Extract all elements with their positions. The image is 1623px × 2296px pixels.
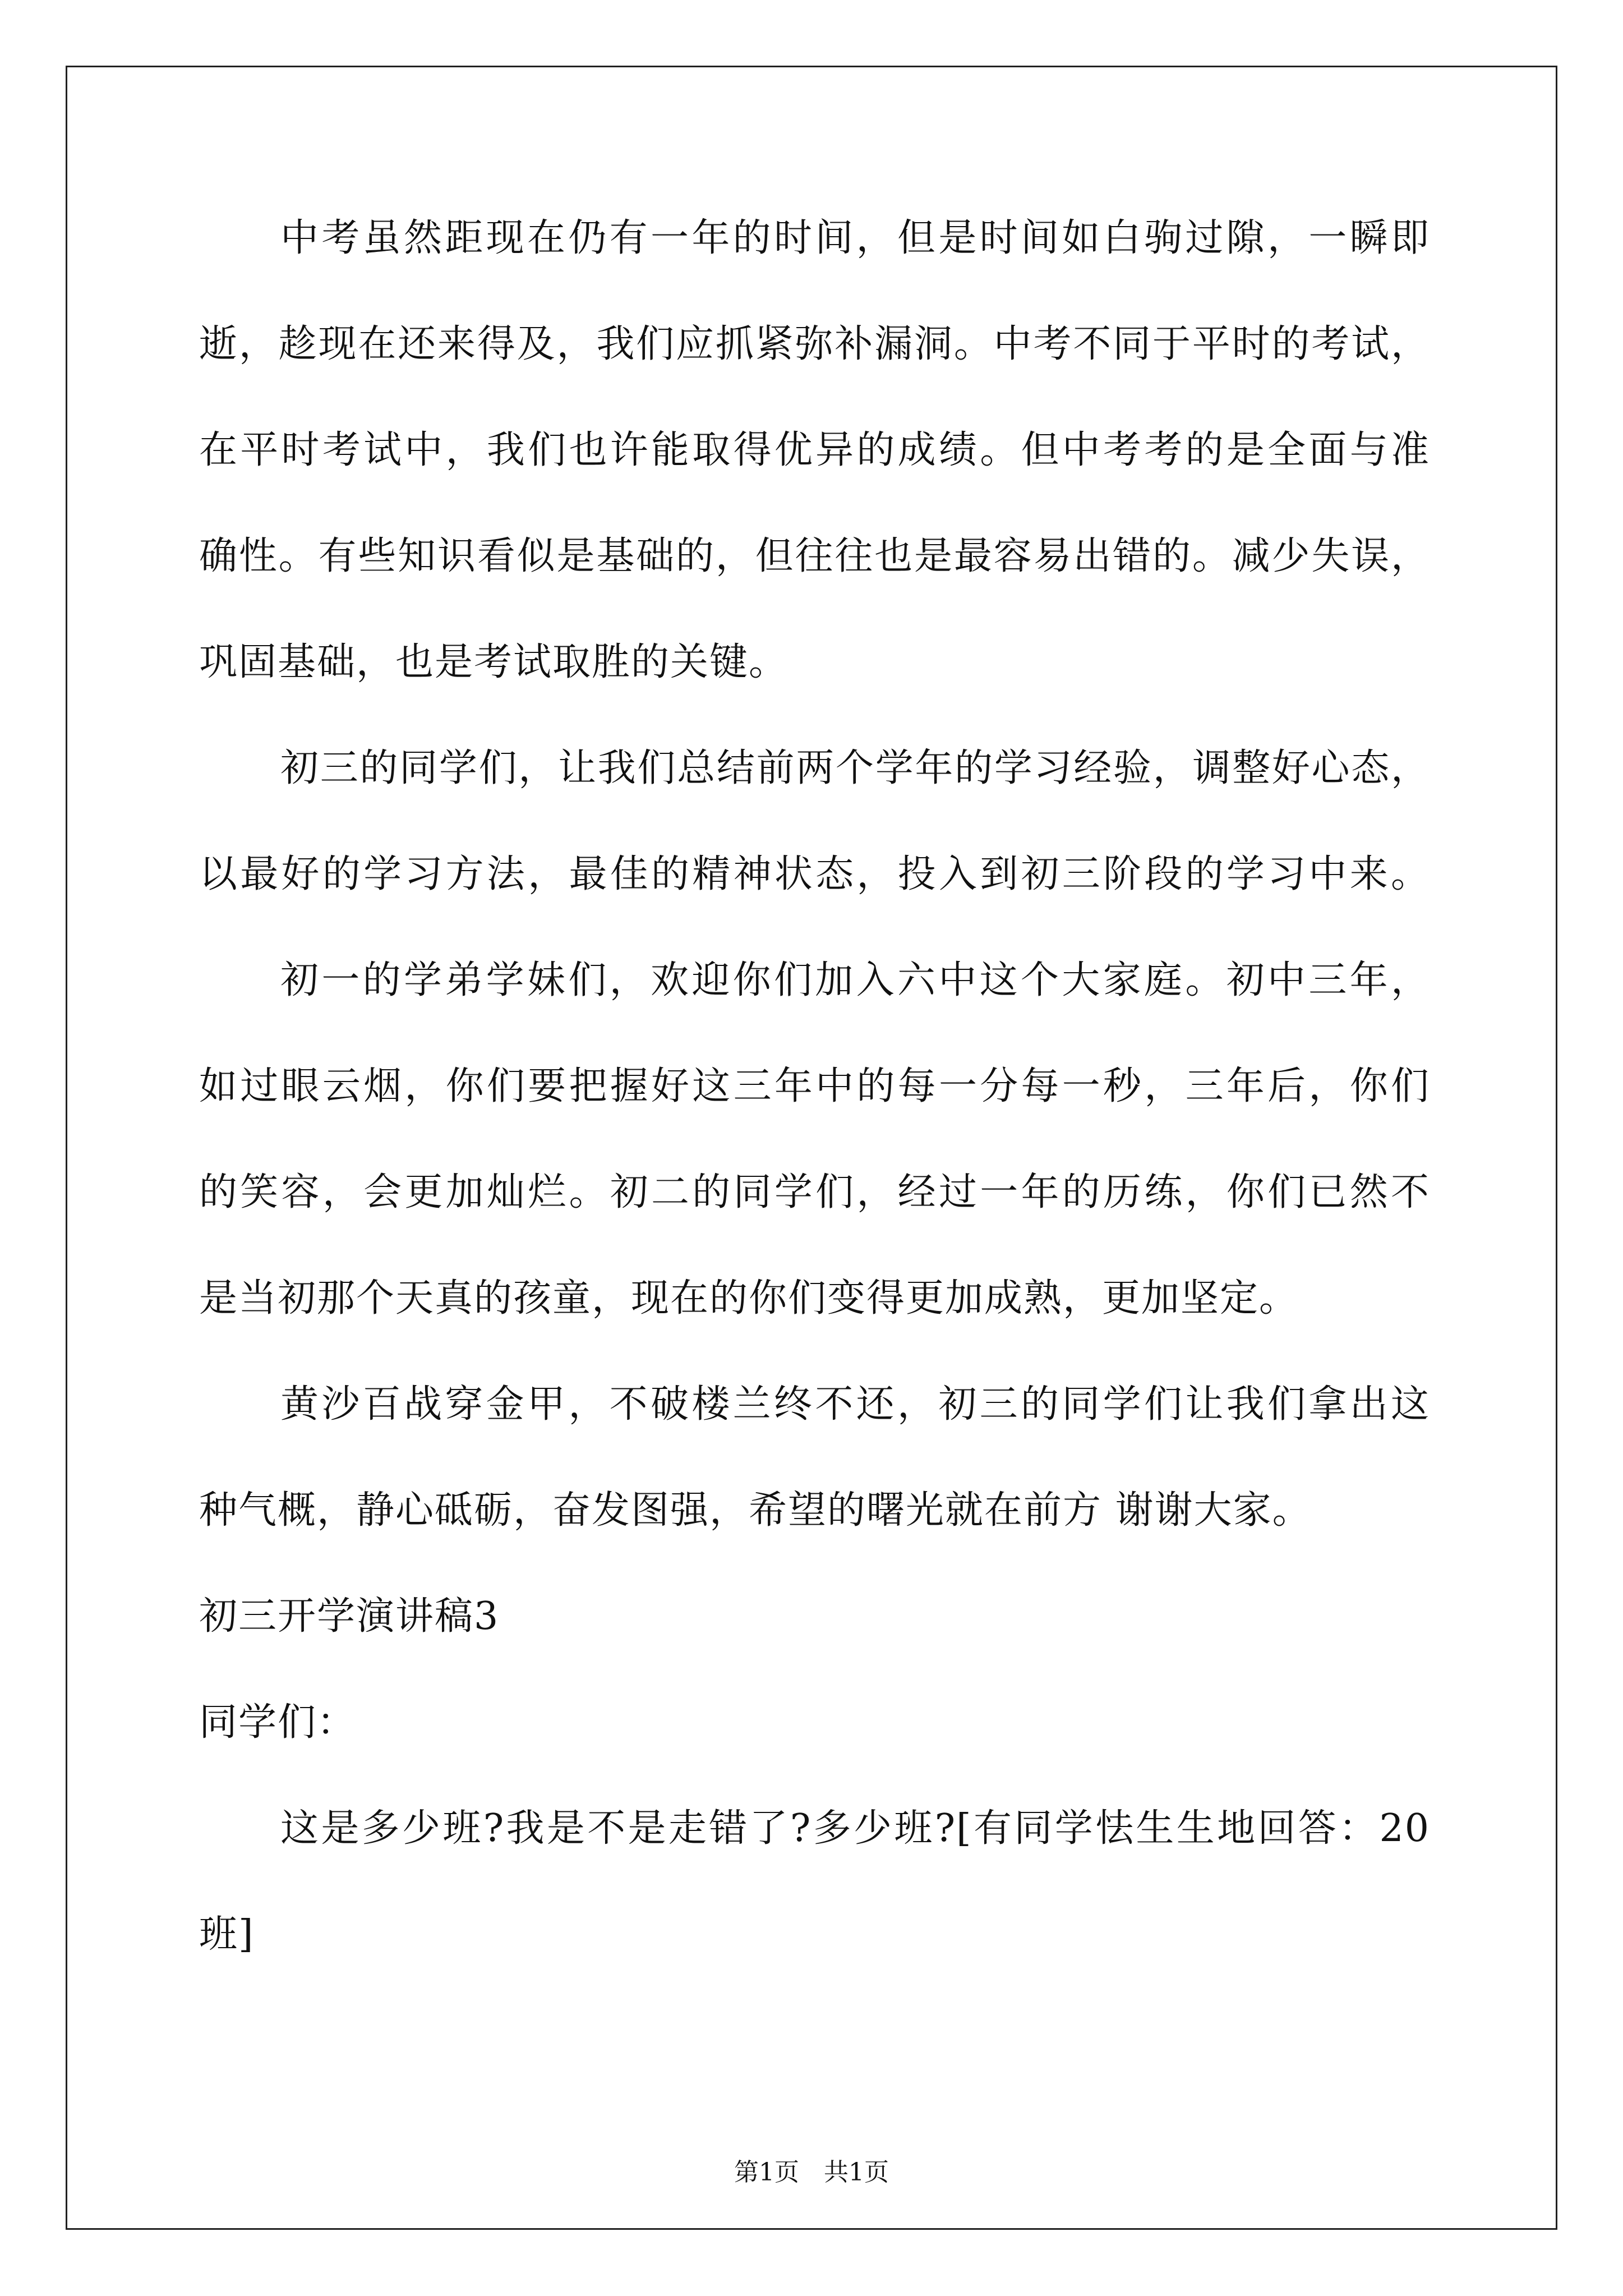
paragraph-3-line-1: 初一的学弟学妹们，欢迎你们加入六中这个大家庭。初中三年，: [280, 958, 1430, 1002]
page-footer: 第1页 共1页: [734, 2158, 889, 2187]
paragraph-2-line-2: 以最好的学习方法，最佳的精神状态，投入到初三阶段的学习中来。: [199, 852, 1430, 896]
salutation: 同学们：: [199, 1700, 357, 1745]
paragraph-4-line-2: 种气概，静心砥砺，奋发图强，希望的曙光就在前方 谢谢大家。: [199, 1488, 1312, 1533]
page-border: [66, 66, 1557, 2230]
paragraph-1-line-3: 在平时考试中，我们也许能取得优异的成绩。但中考考的是全面与准: [199, 428, 1430, 472]
paragraph-3-line-2: 如过眼云烟，你们要把握好这三年中的每一分每一秒，三年后，你们: [199, 1064, 1430, 1108]
paragraph-1-line-5: 巩固基础，也是考试取胜的关键。: [199, 640, 789, 684]
paragraph-4-line-1: 黄沙百战穿金甲，不破楼兰终不还，初三的同学们让我们拿出这: [280, 1382, 1430, 1427]
paragraph-1-line-2: 逝，趁现在还来得及，我们应抓紧弥补漏洞。中考不同于平时的考试，: [199, 322, 1430, 366]
paragraph-1-line-4: 确性。有些知识看似是基础的，但往往也是最容易出错的。减少失误，: [199, 534, 1430, 578]
paragraph-5-line-1: 这是多少班?我是不是走错了?多少班?[有同学怯生生地回答：20: [280, 1806, 1430, 1851]
paragraph-2-line-1: 初三的同学们，让我们总结前两个学年的学习经验，调整好心态，: [280, 746, 1430, 790]
paragraph-5-line-2: 班]: [199, 1912, 255, 1957]
section-heading: 初三开学演讲稿3: [199, 1594, 500, 1639]
paragraph-3-line-3: 的笑容，会更加灿烂。初二的同学们，经过一年的历练，你们已然不: [199, 1170, 1430, 1214]
paragraph-3-line-4: 是当初那个天真的孩童，现在的你们变得更加成熟，更加坚定。: [199, 1276, 1299, 1320]
paragraph-1-line-1: 中考虽然距现在仍有一年的时间，但是时间如白驹过隙，一瞬即: [280, 216, 1430, 260]
